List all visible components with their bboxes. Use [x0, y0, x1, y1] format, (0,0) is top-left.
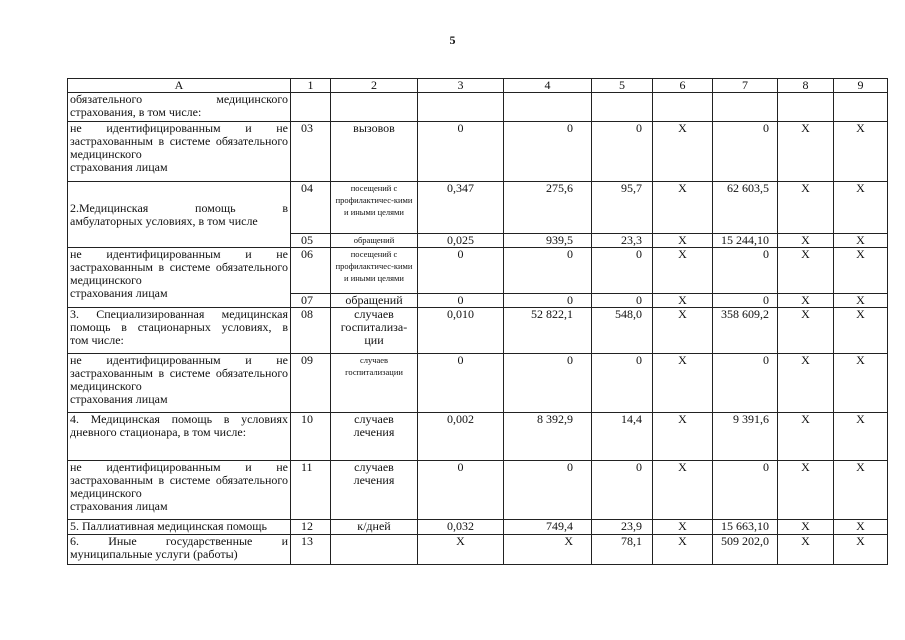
description-line: 5. Паллиативная медицинская помощь	[70, 519, 267, 533]
data-table	[67, 78, 888, 565]
table-row	[68, 93, 888, 122]
row-description	[68, 308, 291, 354]
table-row	[68, 535, 888, 565]
value-col-4: 939,5	[504, 234, 592, 248]
description-line: страхования лицам	[70, 499, 168, 513]
description-line: том числе:	[70, 333, 124, 347]
value-col-9: Х	[834, 294, 888, 308]
table-header-row	[68, 79, 888, 93]
value-col-9: Х	[834, 234, 888, 248]
row-description	[68, 182, 291, 248]
value-col-4: 8 392,9	[504, 413, 592, 461]
value-col-8: Х	[778, 308, 834, 354]
column-header: 4	[504, 79, 592, 93]
value-col-8: Х	[778, 122, 834, 182]
value-col-6: Х	[653, 308, 713, 354]
value-col-8: Х	[778, 294, 834, 308]
value-col-3: 0	[418, 294, 504, 308]
value-col-4: 749,4	[504, 520, 592, 535]
value-col-5: 78,1	[592, 535, 653, 565]
column-header: 7	[713, 79, 778, 93]
value-col-3: 0,025	[418, 234, 504, 248]
value-col-3: 0	[418, 461, 504, 520]
row-code: 04	[291, 182, 331, 234]
column-header: 1	[291, 79, 331, 93]
value-col-9	[834, 93, 888, 122]
table-row	[68, 413, 888, 461]
value-col-4	[504, 93, 592, 122]
value-col-6: Х	[653, 535, 713, 565]
description-line: 2.Медицинская помощь в	[70, 200, 288, 215]
value-col-4: 0	[504, 294, 592, 308]
value-col-8	[778, 93, 834, 122]
value-col-7: 15 663,10	[713, 520, 778, 535]
column-header: 8	[778, 79, 834, 93]
row-code: 07	[291, 294, 331, 308]
unit-of-measure: обращений	[331, 234, 418, 248]
row-description	[68, 248, 291, 308]
value-col-8: Х	[778, 354, 834, 413]
description-line: не идентифицированным и не	[70, 247, 288, 261]
value-col-7: 509 202,0	[713, 535, 778, 565]
table-row	[68, 308, 888, 354]
value-col-5: 0	[592, 354, 653, 413]
description-line: обязательного медицинского	[70, 92, 288, 106]
value-col-5	[592, 93, 653, 122]
value-col-5: 0	[592, 294, 653, 308]
value-col-5: 95,7	[592, 182, 653, 234]
value-col-5: 548,0	[592, 308, 653, 354]
description-line: амбулаторных условиях, в том числе	[70, 213, 258, 228]
description-line: страхования лицам	[70, 392, 168, 406]
value-col-3: 0	[418, 122, 504, 182]
description-line: застрахованным в системе обязательного медицинского	[70, 134, 288, 161]
table-row	[68, 182, 888, 234]
value-col-9: Х	[834, 354, 888, 413]
value-col-4: 0	[504, 354, 592, 413]
value-col-5: 0	[592, 122, 653, 182]
value-col-6: Х	[653, 520, 713, 535]
value-col-5: 0	[592, 461, 653, 520]
value-col-6: Х	[653, 122, 713, 182]
table-row	[68, 122, 888, 182]
value-col-4: 0	[504, 461, 592, 520]
description-line: страхования лицам	[70, 160, 168, 174]
value-col-7: 358 609,2	[713, 308, 778, 354]
row-description	[68, 354, 291, 413]
description-line: застрахованным в системе обязательного медицинского	[70, 260, 288, 287]
value-col-9: Х	[834, 461, 888, 520]
description-line: не идентифицированным и не	[70, 353, 288, 367]
value-col-9: Х	[834, 122, 888, 182]
row-code: 09	[291, 354, 331, 413]
description-line: 3. Специализированная медицинская помощь в стационарных условиях, в	[70, 307, 288, 334]
value-col-7: 15 244,10	[713, 234, 778, 248]
value-col-6: Х	[653, 294, 713, 308]
table-row	[68, 520, 888, 535]
value-col-4: 52 822,1	[504, 308, 592, 354]
value-col-8: Х	[778, 234, 834, 248]
value-col-3	[418, 93, 504, 122]
column-header: 9	[834, 79, 888, 93]
row-code: 12	[291, 520, 331, 535]
unit-of-measure: посещений с профилактичес-кими и иными целями	[331, 182, 418, 234]
unit-of-measure: посещений с профилактичес-кими и иными целями	[331, 248, 418, 294]
value-col-5: 23,9	[592, 520, 653, 535]
value-col-7	[713, 93, 778, 122]
description-line: застрахованным в системе обязательного медицинского	[70, 473, 288, 500]
column-header: А	[68, 79, 291, 93]
value-col-3: 0,002	[418, 413, 504, 461]
value-col-4: 275,6	[504, 182, 592, 234]
table-row	[68, 461, 888, 520]
value-col-6: Х	[653, 461, 713, 520]
unit-of-measure: случаев госпитализации	[331, 354, 418, 413]
page-number: 5	[449, 33, 456, 47]
value-col-3: Х	[418, 535, 504, 565]
row-code: 06	[291, 248, 331, 294]
value-col-3: 0,032	[418, 520, 504, 535]
description-line: не идентифицированным и не	[70, 460, 288, 474]
row-code	[291, 93, 331, 122]
description-line: муниципальные услуги (работы)	[70, 547, 238, 561]
value-col-9: Х	[834, 248, 888, 294]
unit-of-measure: случаев лечения	[331, 461, 418, 520]
description-line: 6. Иные государственные и	[70, 534, 288, 548]
description-line: дневного стационара, в том числе:	[70, 425, 247, 439]
column-header: 5	[592, 79, 653, 93]
description-line: не идентифицированным и не	[70, 121, 288, 135]
value-col-7: 62 603,5	[713, 182, 778, 234]
value-col-3: 0,347	[418, 182, 504, 234]
column-header: 2	[331, 79, 418, 93]
unit-of-measure: случаев госпитализа-ции	[331, 308, 418, 354]
value-col-9: Х	[834, 182, 888, 234]
value-col-8: Х	[778, 413, 834, 461]
value-col-3: 0	[418, 354, 504, 413]
value-col-8: Х	[778, 182, 834, 234]
description-line: страхования лицам	[70, 286, 168, 300]
unit-of-measure	[331, 535, 418, 565]
value-col-8: Х	[778, 461, 834, 520]
value-col-5: 0	[592, 248, 653, 294]
value-col-3: 0,010	[418, 308, 504, 354]
row-description	[68, 122, 291, 182]
row-code: 10	[291, 413, 331, 461]
column-header: 6	[653, 79, 713, 93]
value-col-4: 0	[504, 122, 592, 182]
value-col-6: Х	[653, 182, 713, 234]
value-col-7: 0	[713, 461, 778, 520]
value-col-5: 23,3	[592, 234, 653, 248]
row-description	[68, 93, 291, 122]
value-col-9: Х	[834, 535, 888, 565]
unit-of-measure	[331, 93, 418, 122]
value-col-8: Х	[778, 248, 834, 294]
value-col-6	[653, 93, 713, 122]
row-description	[68, 520, 291, 535]
value-col-7: 0	[713, 122, 778, 182]
column-header: 3	[418, 79, 504, 93]
unit-of-measure: случаев лечения	[331, 413, 418, 461]
value-col-9: Х	[834, 413, 888, 461]
row-code: 03	[291, 122, 331, 182]
value-col-5: 14,4	[592, 413, 653, 461]
description-line: 4. Медицинская помощь в условиях	[70, 412, 288, 426]
value-col-7: 0	[713, 354, 778, 413]
value-col-6: Х	[653, 413, 713, 461]
value-col-6: Х	[653, 354, 713, 413]
row-description	[68, 461, 291, 520]
value-col-4: Х	[504, 535, 592, 565]
description-line: страхования, в том числе:	[70, 105, 202, 119]
value-col-8: Х	[778, 520, 834, 535]
row-code: 11	[291, 461, 331, 520]
table-row	[68, 248, 888, 294]
value-col-6: Х	[653, 248, 713, 294]
unit-of-measure: обращений	[331, 294, 418, 308]
description-line: застрахованным в системе обязательного медицинского	[70, 366, 288, 393]
row-code: 08	[291, 308, 331, 354]
row-description	[68, 413, 291, 461]
value-col-3: 0	[418, 248, 504, 294]
unit-of-measure: вызовов	[331, 122, 418, 182]
value-col-7: 0	[713, 294, 778, 308]
table-row	[68, 354, 888, 413]
row-code: 05	[291, 234, 331, 248]
row-description	[68, 535, 291, 565]
value-col-9: Х	[834, 308, 888, 354]
value-col-4: 0	[504, 248, 592, 294]
value-col-9: Х	[834, 520, 888, 535]
value-col-6: Х	[653, 234, 713, 248]
value-col-7: 0	[713, 248, 778, 294]
value-col-7: 9 391,6	[713, 413, 778, 461]
row-code: 13	[291, 535, 331, 565]
value-col-8: Х	[778, 535, 834, 565]
unit-of-measure: к/дней	[331, 520, 418, 535]
